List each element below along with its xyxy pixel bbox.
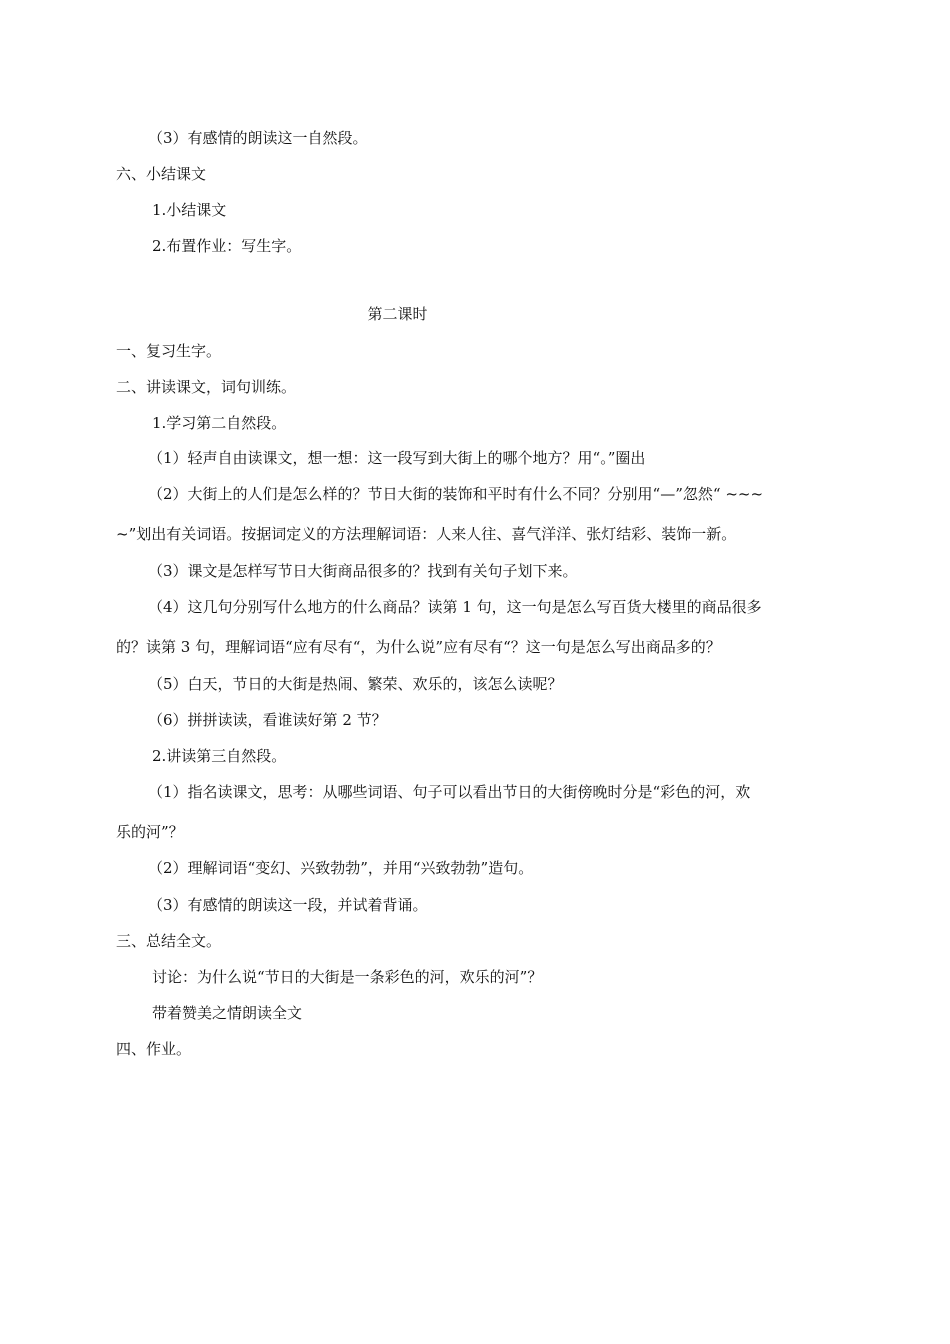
item-assign-homework: 2.布置作业：写生字。	[152, 237, 302, 255]
step-4-continuation: 的？读第 3 句，理解词语“应有尽有“，为什么说”应有尽有“？这一句是怎么写出商品多的？	[116, 638, 721, 656]
step-read-paragraph-emotion: （3）有感情的朗读这一自然段。	[148, 129, 368, 147]
heading-homework: 四、作业。	[116, 1040, 192, 1058]
step-2-continuation: ~”划出有关词语。按据词定义的方法理解词语：人来人往、喜气洋洋、张灯结彩、装饰一新。	[116, 525, 737, 543]
item-discussion: 讨论：为什么说“节日的大街是一条彩色的河，欢乐的河”？	[152, 968, 543, 986]
item-read-paragraph-three: 2.讲读第三自然段。	[152, 747, 287, 765]
item-summarize-text: 1.小结课文	[152, 201, 227, 219]
step-4-which-goods: （4）这几句分别写什么地方的什么商品？读第 1 句，这一句是怎么写百货大楼里的商品很多	[148, 598, 762, 616]
heading-read-text-training: 二、讲读课文，词句训练。	[116, 378, 297, 396]
step-1-quiet-reading: （1）轻声自由读课文，想一想：这一段写到大街上的哪个地方？用“。”圈出	[148, 449, 646, 467]
step-2-street-people: （2）大街上的人们是怎么样的？节日大街的装饰和平时有什么不同？分别用“—”忽然“ ~~~	[148, 485, 764, 503]
step-6-read-section-two: （6）拼拼读读，看谁读好第 2 节？	[148, 711, 387, 729]
lesson-two-title: 第二课时	[367, 305, 428, 323]
heading-section-six: 六、小结课文	[116, 165, 207, 183]
step-3-recite-paragraph: （3）有感情的朗读这一段，并试着背诵。	[148, 896, 428, 914]
step-5-daytime-street: （5）白天，节日的大街是热闹、繁荣、欢乐的，该怎么读呢？	[148, 675, 563, 693]
step-3-goods-plenty: （3）课文是怎样写节日大街商品很多的？找到有关句子划下来。	[148, 562, 578, 580]
heading-review-characters: 一、复习生字。	[116, 342, 222, 360]
item-study-paragraph-two: 1.学习第二自然段。	[152, 414, 287, 432]
step-1-named-reading: （1）指名读课文，思考：从哪些词语、句子可以看出节日的大街傍晚时分是“彩色的河，欢	[148, 783, 751, 801]
step-2-understand-words: （2）理解词语“变幻、兴致勃勃”，并用“兴致勃勃”造句。	[148, 859, 534, 877]
item-read-with-praise: 带着赞美之情朗读全文	[152, 1004, 303, 1022]
step-1-continuation: 乐的河”？	[116, 823, 184, 841]
heading-summarize-full-text: 三、总结全文。	[116, 932, 222, 950]
